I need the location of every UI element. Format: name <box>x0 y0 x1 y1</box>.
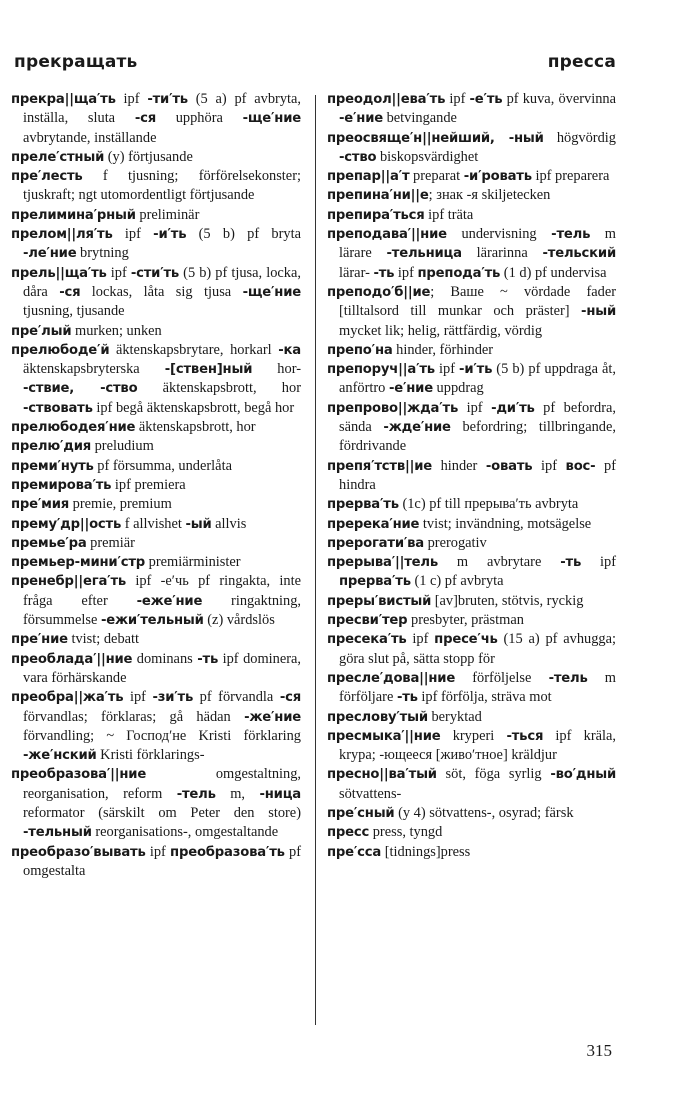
headword: -тель <box>548 670 588 686</box>
dictionary-entry <box>327 708 616 727</box>
headword: преодол||ева′ть <box>327 92 446 107</box>
headword: прелимина′рный <box>11 207 136 223</box>
definition-text: ipf <box>445 91 470 107</box>
headword: -ый <box>185 516 212 532</box>
headword: -е′ние <box>339 111 383 127</box>
headword: пресно||ва′тый <box>327 767 437 783</box>
definition-text: dominans <box>132 650 198 667</box>
headword: пре′лый <box>11 323 72 339</box>
headword: пренебр||ега′ть <box>11 574 127 590</box>
headword: преоблада′||ние <box>11 651 133 667</box>
definition-text: presbyter, prästman <box>407 612 524 629</box>
headword: -ти′ть <box>147 92 188 107</box>
dictionary-entry <box>327 553 616 592</box>
headword: -ствие, -ство <box>23 381 138 397</box>
definition-text: tjusning, tjusande <box>23 303 125 320</box>
headword: -же′нский <box>23 748 97 764</box>
dictionary-entry <box>11 572 301 630</box>
headword: пре′сса <box>327 844 382 860</box>
headword: прелюбодея′ние <box>11 420 136 436</box>
definition-text: (y 4) sötvattens-, osyrad; färsk <box>394 804 574 821</box>
headword: -во′дный <box>550 767 616 783</box>
headword: -ствовать <box>23 400 93 416</box>
headword: пре′сный <box>327 805 395 821</box>
headword: -зи′ть <box>152 690 194 706</box>
dictionary-entry <box>327 495 616 514</box>
definition-text: (1 d) pf undervisa <box>500 264 607 281</box>
headword: -е′ние <box>388 381 433 397</box>
definition-text: sötvattens- <box>339 785 402 802</box>
headword: -сти′ть <box>130 265 180 281</box>
dictionary-entry <box>11 515 301 534</box>
definition-text: pf befordra, sända <box>339 399 616 436</box>
definition-text: premiärminister <box>145 554 241 571</box>
headword: преми′нуть <box>11 458 94 474</box>
headword: препоруч||а′ть <box>327 362 435 378</box>
dictionary-column-right <box>327 90 616 862</box>
definition-text: hor- <box>252 361 301 378</box>
running-head-right: пресса <box>547 52 616 72</box>
definition-text: lockas, låta sig tjusa <box>80 283 243 300</box>
dictionary-entry <box>11 437 301 456</box>
dictionary-entry <box>11 534 301 553</box>
dictionary-entry <box>327 823 616 842</box>
definition-text: äktenskapsbrott, hor <box>135 419 256 436</box>
headword: -ть <box>560 555 582 571</box>
headword: преобразова′||ние <box>11 767 147 783</box>
definition-text: (5 a) pf avbryta, inställa, sluta <box>23 91 301 127</box>
headword: преобразова′ть <box>170 844 285 860</box>
dictionary-entry <box>11 418 301 437</box>
headword: -ница <box>259 786 301 802</box>
dictionary-entry <box>11 341 301 418</box>
definition-text: ; знак -я skiljetecken <box>428 187 551 204</box>
definition-text: f allvishet <box>121 515 186 532</box>
dictionary-entry <box>11 630 301 649</box>
definition-text: tvist; invändning, motsägelse <box>419 515 592 532</box>
headword: пре′ние <box>11 632 68 648</box>
dictionary-entry <box>11 167 301 206</box>
definition-text: m lärare <box>339 226 616 262</box>
definition-text: preliminär <box>135 206 200 223</box>
dictionary-entry <box>327 167 616 186</box>
dictionary-entry <box>327 611 616 630</box>
dictionary-entry <box>327 129 616 168</box>
headword: -и′ть <box>153 227 187 243</box>
definition-text: ipf <box>532 457 566 474</box>
headword: прерва′ть <box>339 574 411 590</box>
headword: -ще′ние <box>242 284 301 300</box>
definition-text: m förföljare <box>339 669 616 706</box>
definition-text: ipf <box>145 843 171 860</box>
headword: -ть <box>197 651 219 667</box>
definition-text: (1c) pf till прерыва′ть avbryta <box>398 496 579 513</box>
dictionary-entry <box>327 727 616 766</box>
headword: преобразо′вывать <box>11 844 146 860</box>
definition-text: ipf träta <box>424 206 474 223</box>
dictionary-entry <box>11 553 301 572</box>
dictionary-entry <box>11 206 301 225</box>
definition-text: högvördig <box>543 129 616 146</box>
definition-text: reformator (särskilt om Peter den store) <box>23 804 301 821</box>
definition-text: ipf <box>394 264 418 281</box>
headword: прекра||ща′ть <box>11 92 116 107</box>
dictionary-entry <box>11 264 301 322</box>
definition-text: ipf <box>112 226 154 243</box>
headword: -тельный <box>23 825 92 841</box>
headword: пресви′тер <box>327 613 408 629</box>
definition-text: prerogativ <box>424 534 487 551</box>
definition-text: (1 c) pf avbryta <box>410 573 504 590</box>
headword: прему′др||ость <box>11 516 122 532</box>
definition-text: mycket lik; helig, rättfärdig, vördig <box>339 322 543 339</box>
definition-text: ipf premiera <box>111 476 186 493</box>
headword: пресс <box>327 825 370 841</box>
dictionary-entry <box>327 534 616 553</box>
headword: препрово||жда′ть <box>327 400 459 416</box>
dictionary-entry <box>11 495 301 514</box>
definition-text: murken; unken <box>71 322 162 339</box>
dictionary-entry <box>11 322 301 341</box>
definition-text: preparat <box>409 168 464 185</box>
definition-text: hinder, förhinder <box>392 341 494 358</box>
headword: -жде′ние <box>383 420 451 436</box>
headword: -ся <box>59 284 81 300</box>
definition-text: biskopsvärdighet <box>376 148 479 165</box>
headword: прерва′ть <box>327 497 399 513</box>
headword: -ся <box>279 690 301 706</box>
dictionary-entry <box>327 206 616 225</box>
headword: -и′ть <box>459 362 493 378</box>
definition-text: ipf kräla, krypa; -ющееся [живо′тное] kräldjur <box>339 727 616 764</box>
definition-text: hinder <box>432 457 486 474</box>
definition-text: äktenskapsbryterska <box>23 361 165 378</box>
definition-text: reorganisations-, omgestaltande <box>91 824 279 841</box>
headword: преподо′б||ие <box>327 284 431 300</box>
headword: препира′ться <box>327 207 425 223</box>
headword: преры′вистый <box>327 593 432 609</box>
definition-text: ipf <box>123 689 153 706</box>
definition-text: ; Ваше ~ vördade fader [tilltalsord till munkar och präster] <box>339 283 616 320</box>
headword: -е′ть <box>469 92 503 107</box>
dictionary-entry <box>327 592 616 611</box>
headword: -ди′ть <box>491 400 535 416</box>
definition-text: ipf <box>106 264 131 281</box>
definition-text: lärar- <box>339 264 374 281</box>
definition-text: lärarinna <box>461 245 543 262</box>
definition-text: pf försumma, underlåta <box>93 457 232 474</box>
dictionary-entry <box>11 650 301 689</box>
headword: пре′лесть <box>11 169 83 185</box>
definition-text: Kristi förklarings- <box>96 747 205 764</box>
dictionary-entry <box>327 630 616 669</box>
dictionary-entry <box>327 186 616 205</box>
definition-text: äktenskapsbrott, hor <box>137 380 301 397</box>
definition-text: ipf <box>115 91 148 107</box>
definition-text: pf omgestalta <box>23 843 301 879</box>
headword: -тель <box>176 786 216 802</box>
headword: премирова′ть <box>11 477 112 493</box>
definition-text: ipf preparera <box>531 168 610 185</box>
headword: -и′ровать <box>463 169 532 185</box>
dictionary-entry <box>327 399 616 457</box>
definition-text: tvist; debatt <box>67 631 140 648</box>
dictionary-entry <box>327 843 616 862</box>
headword: -ство <box>339 149 377 165</box>
dictionary-entry <box>11 148 301 167</box>
dictionary-entry <box>11 765 301 842</box>
definition-text: press, tyngd <box>369 824 443 841</box>
definition-text: (5 b) pf tjusa, locka, dåra <box>23 264 301 300</box>
headword: -овать <box>485 458 533 474</box>
dictionary-entry <box>327 515 616 534</box>
headword: прерогати′ва <box>327 535 424 551</box>
definition-text: ipf <box>434 361 460 378</box>
definition-text: söt, föga syrlig <box>436 766 551 783</box>
definition-text: undervisning <box>446 226 552 243</box>
headword: преподава′||ние <box>327 227 447 243</box>
definition-text: m avbrytare <box>438 554 561 571</box>
definition-text: (5 b) pf bryta <box>186 226 301 243</box>
definition-text: [tidnings]press <box>381 843 471 860</box>
headword: -тель <box>551 227 591 243</box>
definition-text: ipf <box>581 554 616 571</box>
definition-text: (y) förtjusande <box>104 148 193 165</box>
definition-text: ipf förfölja, sträva mot <box>417 689 552 706</box>
headword: -ть <box>373 265 395 281</box>
dictionary-entry <box>11 843 301 882</box>
definition-text: pf kuva, övervinna <box>502 91 616 107</box>
page-number: 315 <box>586 1041 612 1060</box>
dictionary-entry <box>327 804 616 823</box>
definition-text: uppdrag <box>432 380 484 397</box>
dictionary-entry <box>327 360 616 399</box>
dictionary-entry <box>11 688 301 765</box>
definition-text: premiär <box>86 534 135 551</box>
definition-text: beryktad <box>427 708 482 725</box>
definition-text: ipf <box>406 631 435 648</box>
definition-text: m, <box>215 785 260 802</box>
headword: преле′стный <box>11 149 105 165</box>
headword: -ный <box>581 304 616 320</box>
headword: препина′ни||е <box>327 188 429 204</box>
headword: -же′ние <box>244 709 301 725</box>
headword: препо′на <box>327 342 393 358</box>
headword: -ще′ние <box>242 111 301 127</box>
definition-text: (z) vårdslös <box>203 612 275 629</box>
headword: -ться <box>506 728 544 744</box>
headword: пресе′чь <box>434 632 498 648</box>
headword: премьер-мини′стр <box>11 555 146 571</box>
definition-text: avbrytande, inställande <box>23 129 157 146</box>
dictionary-entry <box>327 457 616 496</box>
headword: -ле′ние <box>23 246 77 262</box>
headword: -еже′ние <box>136 593 203 609</box>
dictionary-entry <box>327 283 616 341</box>
definition-text: ipf dominera, vara förhärskande <box>23 650 302 686</box>
dictionary-column-left <box>11 90 301 881</box>
definition-text: betvingande <box>383 110 457 127</box>
definition-text: pf hindra <box>339 457 616 493</box>
headword: прелом||ля′ть <box>11 227 113 243</box>
definition-text: ipf <box>458 399 492 416</box>
headword: -ежи′тельный <box>100 613 204 629</box>
definition-text: brytning <box>76 245 129 262</box>
dictionary-entry <box>327 90 616 129</box>
definition-text: allvis <box>211 515 247 532</box>
dictionary-entry <box>327 669 616 708</box>
definition-text: förföljelse <box>455 669 549 686</box>
headword: пресмыка′||ние <box>327 728 441 744</box>
definition-text: preludium <box>91 438 154 455</box>
headword: пресека′ть <box>327 632 407 648</box>
definition-text: (5 b) pf uppdraga åt, anförtro <box>339 361 616 397</box>
dictionary-entry <box>11 476 301 495</box>
headword: -ть <box>396 690 418 706</box>
definition-text: förvandling; ~ Господ′не Kristi förklaring <box>23 727 301 744</box>
headword: -тельский <box>542 246 616 262</box>
headword: премье′ра <box>11 535 87 551</box>
definition-text: kryperi <box>440 727 507 744</box>
dictionary-entry <box>327 225 616 283</box>
headword: -тельница <box>386 246 462 262</box>
headword: пресле′дова||ние <box>327 670 456 686</box>
running-head-left: прекращать <box>14 52 138 72</box>
headword: прель||ща′ть <box>11 265 107 281</box>
headword: прелюбоде′й <box>11 342 110 358</box>
headword: вос- <box>565 458 596 474</box>
headword: -ка <box>278 342 301 358</box>
headword: пре′мия <box>11 497 70 513</box>
definition-text: befordring; tillbringande, fördrivande <box>339 419 616 455</box>
headword: препя′тств||ие <box>327 458 433 474</box>
headword: препода′ть <box>417 265 501 281</box>
definition-text: [av]bruten, stötvis, ryckig <box>431 592 584 609</box>
headword: прелю′дия <box>11 439 92 455</box>
definition-text: pf förvandla <box>193 689 280 706</box>
definition-text: f tjusning; förförelsekonster; tjuskraft; ngt utomordentligt förtjusande <box>23 168 301 204</box>
headword: прерыва′||тель <box>327 555 439 571</box>
definition-text: ringaktning, försummelse <box>23 592 301 629</box>
dictionary-entry <box>327 341 616 360</box>
column-divider <box>315 95 316 1025</box>
definition-text: omgestaltning, reorganisation, reform <box>23 766 301 802</box>
definition-text: ipf -е′чь pf ringakta, inte fråga efter <box>23 573 301 609</box>
definition-text: premie, premium <box>69 496 172 513</box>
headword: преобра||жа′ть <box>11 690 124 706</box>
headword: пререка′ние <box>327 516 420 532</box>
definition-text: äktenskapsbrytare, horkarl <box>109 341 279 358</box>
definition-text: förvandlas; förklaras; gå hädan <box>23 708 245 725</box>
dictionary-entry <box>11 457 301 476</box>
headword: препар||а′т <box>327 169 410 185</box>
dictionary-entry <box>327 765 616 804</box>
headword: -[ствен]ный <box>164 362 253 378</box>
headword: преслову′тый <box>327 709 428 725</box>
definition-text: ipf begå äktenskapsbrott, begå hor <box>92 399 295 416</box>
definition-text: (15 a) pf avhugga; göra slut på, sätta stopp för <box>339 631 616 667</box>
headword: преосвяще′н||нейший, -ный <box>327 130 544 146</box>
headword: -ся <box>134 111 156 127</box>
dictionary-entry <box>11 225 301 264</box>
definition-text: upphöra <box>155 110 243 127</box>
dictionary-entry <box>11 90 301 148</box>
